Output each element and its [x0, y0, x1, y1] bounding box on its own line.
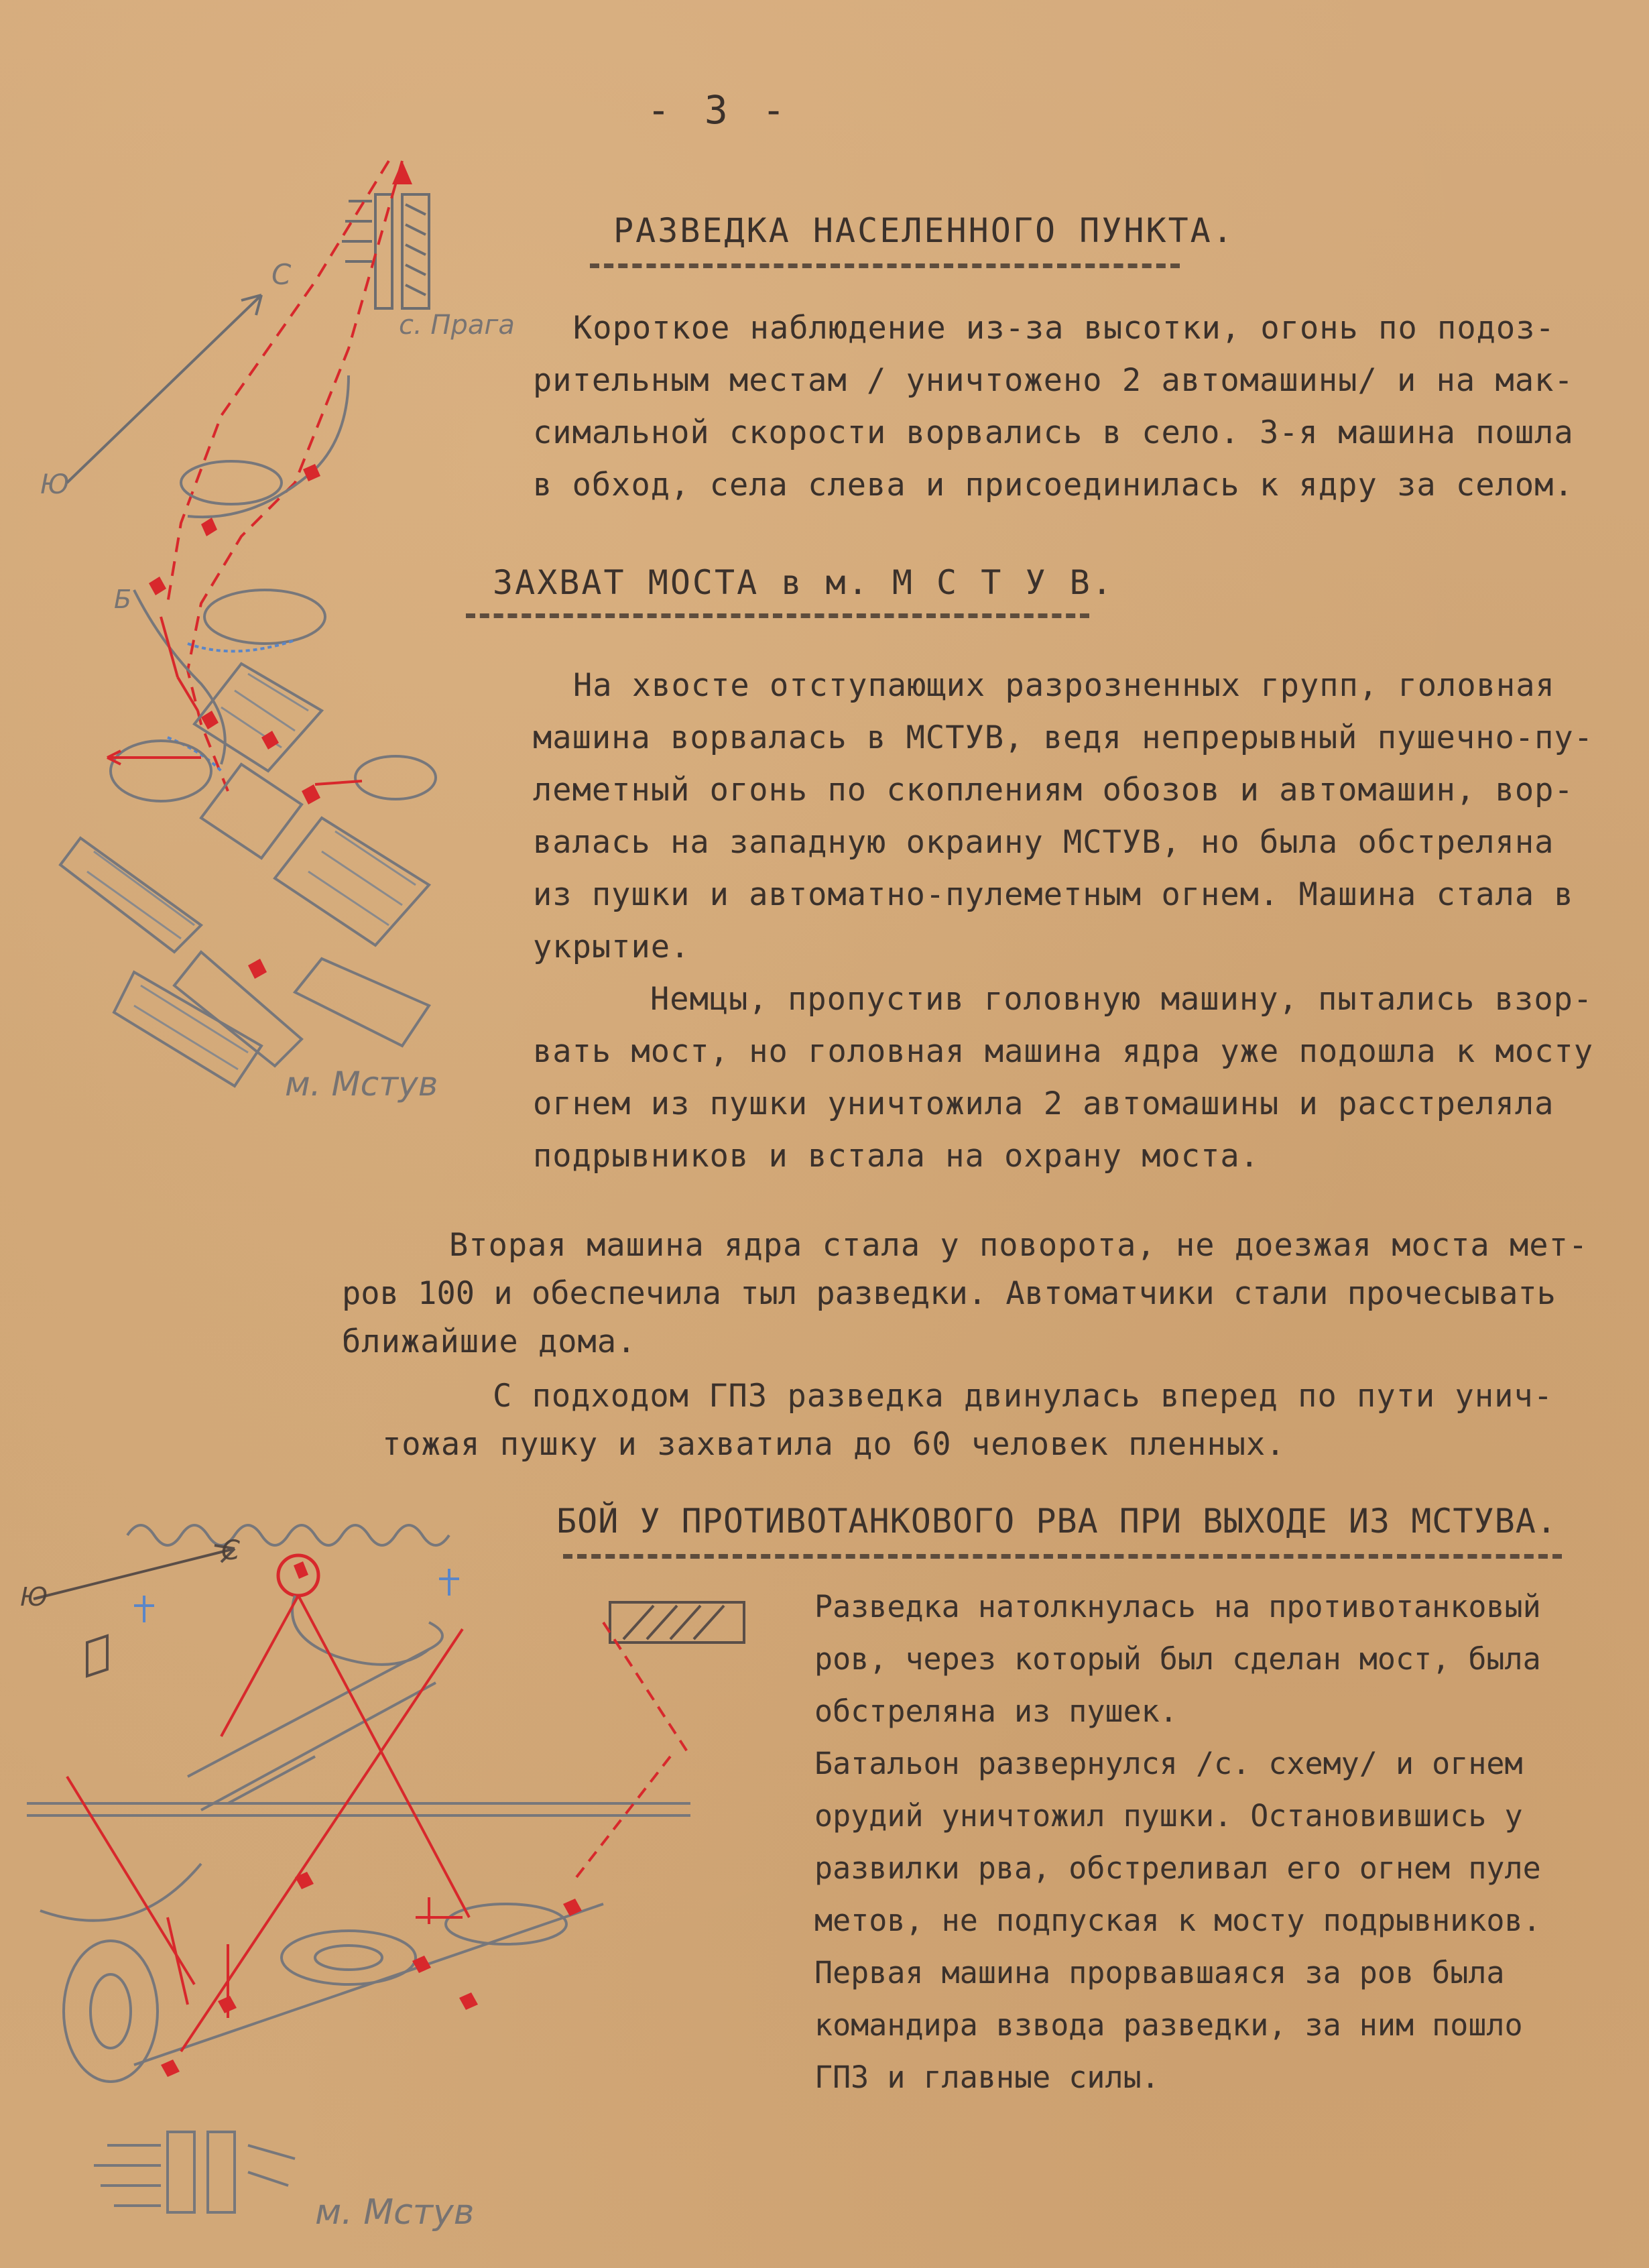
paragraph-line: Немцы, пропустив головную машину, пытались взор- [650, 981, 1593, 1018]
section-title-antitank-ditch: БОЙ У ПРОТИВОТАНКОВОГО РВА ПРИ ВЫХОДЕ ИЗ МСТУВА. [556, 1502, 1557, 1541]
paragraph-line: из пушки и автоматно-пулеметным огнем. Машина стала в [533, 876, 1574, 913]
paragraph-line: симальной скорости ворвались в село. 3-я машина пошла [533, 414, 1574, 451]
paragraph-line: в обход, села слева и присоединилась к ядру за селом. [533, 467, 1574, 503]
paragraph-line: ров 100 и обеспечила тыл разведки. Автоматчики стали прочесывать [342, 1275, 1556, 1312]
page-number: - 3 - [647, 87, 791, 133]
paragraph-line: развилки рва, обстреливал его огнем пуле [814, 1850, 1541, 1886]
section-title-village-recon: РАЗВЕДКА НАСЕЛЕННОГО ПУНКТА. [613, 211, 1235, 250]
paragraph-line: ближайшие дома. [342, 1323, 637, 1360]
map2-label-south: Ю [20, 1582, 48, 1612]
paragraph-line: Вторая машина ядра стала у поворота, не доезжая моста мет- [449, 1227, 1589, 1264]
map2-label-north: С [221, 1535, 240, 1566]
paragraph-line: ГПЗ и главные силы. [814, 2060, 1160, 2095]
paragraph-line: Разведка натолкнулась на противотанковый [814, 1589, 1541, 1624]
map-label-north: С [271, 258, 292, 291]
map-label-village-praga: с. Прага [399, 310, 515, 341]
paragraph-line: леметный огонь по скоплениям обозов и автомашин, вор- [533, 772, 1574, 809]
paragraph-line: вать мост, но головная машина ядра уже подошла к мосту [533, 1033, 1594, 1070]
paragraph-line: машина ворвалась в МСТУВ, ведя непрерывный пушечно-пу- [533, 719, 1594, 756]
paragraph-line: Батальон развернулся /с. схему/ и огнем [814, 1746, 1523, 1781]
paragraph-line: метов, не подпуская к мосту подрывников. [814, 1903, 1541, 1938]
paragraph-line: огнем из пушки уничтожила 2 автомашины и расстреляла [533, 1085, 1554, 1122]
paragraph-line: тожая пушку и захватила до 60 человек пленных. [382, 1426, 1286, 1463]
paragraph-line: укрытие. [533, 929, 690, 965]
map-label-south: Ю [40, 469, 70, 500]
paragraph-line: орудий уничтожил пушки. Остановившись у [814, 1798, 1523, 1834]
section-title-bridge-capture: ЗАХВАТ МОСТА в м. М С Т У В. [493, 563, 1114, 602]
paragraph-line: рительным местам / уничтожено 2 автомашины/ и на мак- [533, 362, 1574, 399]
paragraph-line: обстреляна из пушек. [814, 1693, 1178, 1729]
paragraph-line: С подходом ГПЗ разведка двинулась вперед по пути унич- [493, 1378, 1554, 1415]
map2-label-mstuv: м. Мстув [315, 2192, 475, 2232]
paragraph-line: Короткое наблюдение из-за высотки, огонь по подоз- [573, 310, 1555, 347]
paragraph-line: валась на западную окраину МСТУВ, но была обстреляна [533, 824, 1554, 861]
paragraph-line: Первая машина прорвавшаяся за ров была [814, 1955, 1505, 1990]
map-label-mstuv: м. Мстув [285, 1065, 438, 1103]
map-label-b: Б [114, 585, 132, 614]
paragraph-line: подрывников и встала на охрану моста. [533, 1138, 1260, 1175]
paragraph-line: командира взвода разведки, за ним пошло [814, 2007, 1523, 2043]
paragraph-line: ров, через который был сделан мост, была [814, 1641, 1541, 1677]
paragraph-line: На хвосте отступающих разрозненных групп, головная [573, 667, 1555, 704]
